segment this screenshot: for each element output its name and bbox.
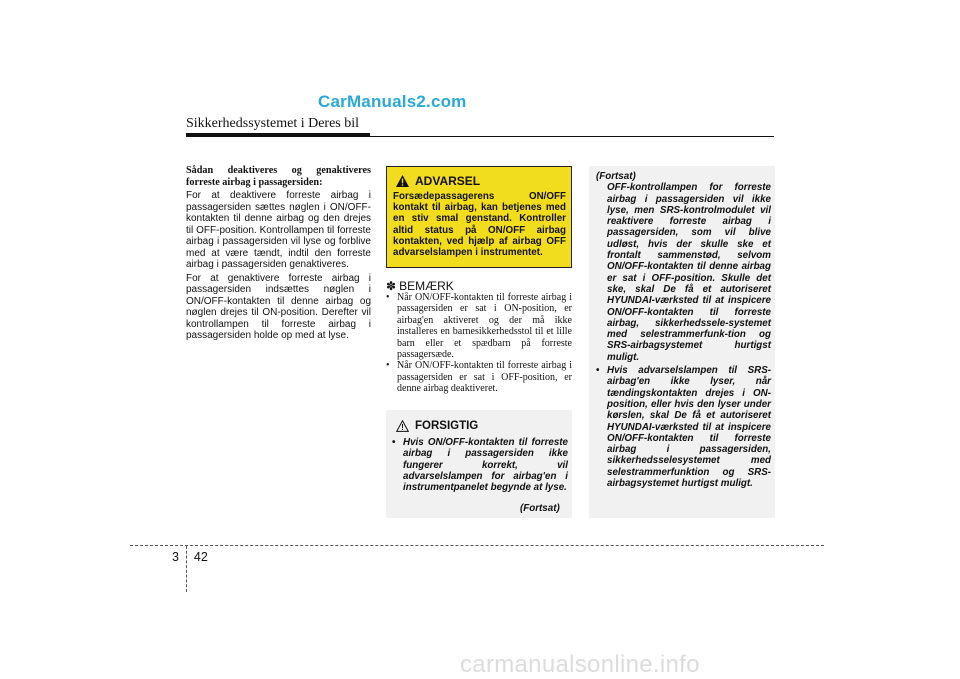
footer-rule xyxy=(130,545,824,546)
left-column xyxy=(186,165,371,344)
page-number xyxy=(172,550,208,564)
caution-header xyxy=(396,420,478,432)
paragraph: OFF-kontrollampen for forreste airbag i passagersiden vil ikke lyse, men SRS-kontrolmodulet vil reaktivere forreste airbag i passagersiden, som vil blive udløst, hvis der skulle ske et frontalt sammenstød, selvom ON/OFF-kontakten til denne airbag er sat i OFF-position. Skulle det ske, skal De få et autoriseret HYUNDAI-værksted til at inspicere ON/OFF-kontakten til forreste airbag, sikkerhedssele-systemet med selestrammerfunk-tion og SRS-airbagsystemet hurtigst muligt. xyxy=(607,182,771,363)
continued-label: (Fortsat) xyxy=(520,503,560,514)
note-list xyxy=(386,292,572,395)
note-asterisk-icon: ✽ xyxy=(386,279,397,293)
caution-text xyxy=(392,437,568,493)
paragraph-deactivate: For at deaktivere forreste airbag i passagersiden sættes nøglen i ON/OFF-kontakten til denne airbag og den drejes til OFF-position. Kontrollampen til forreste airbag i passagersiden vil lyse og forblive med at være tændt, indtil den forreste airbag i passagersiden genaktiveres. xyxy=(186,190,371,270)
note-title: BEMÆRK xyxy=(399,279,454,293)
warning-text: Forsædepassagerens ON/OFF kontakt til airbag, kan betjenes med en stiv smal genstand. Kontroller altid status på ON/OFF airbag kontakten, ved hjælp af airbag OFF advarselslampen i instrumentet. xyxy=(393,191,566,259)
warning-triangle-icon xyxy=(396,175,409,187)
continued-label: (Fortsat) xyxy=(596,171,636,182)
page-number-value: 42 xyxy=(193,550,208,564)
caution-triangle-icon xyxy=(396,420,409,432)
paragraph-reactivate: For at genaktivere forreste airbag i passagersiden indsættes nøglen i ON/OFF-kontakten til denne airbag og nøglen drejes til ON-position. Derefter vil kontrollampen til forreste airbag i passagersiden holde op med at lyse. xyxy=(186,272,371,341)
page-header-title: Sikkerhedssystemet i Deres bil xyxy=(186,116,360,131)
list-item: • Hvis advarselslampen til SRS-airbag'en ikke lyser, når tændingskontakten drejes i ON-position, eller hvis den lyser under kørslen, skal De få et autoriseret HYUNDAI-værksted til at inspicere ON/OFF-kontakten til forreste airbag i passagersiden, sikkerhedsselesystemet med selestrammerfunktion og SRS-airbagsystemet hurtigst muligt. xyxy=(596,365,771,490)
bullet-icon: • xyxy=(596,365,600,377)
watermark-bottom[interactable]: carmanualsonline.info xyxy=(460,651,700,678)
caution-title: FORSIGTIG xyxy=(415,420,479,432)
section-heading: Sådan deaktiveres og genaktiveres forreste airbag i passagersiden: xyxy=(186,165,371,188)
header-rule xyxy=(186,136,774,137)
list-item: • Når ON/OFF-kontakten til forreste airbag i passagersiden er sat i ON-position, er airbag'en aktiveret og der må ikke installeres en barnesikkerhedsstol til et lille barn eller et spædbarn på forreste passagersæde. xyxy=(386,292,572,361)
continued-caution-text xyxy=(596,171,771,489)
chapter-number: 3 xyxy=(172,550,179,564)
note-header xyxy=(386,279,454,293)
bullet-icon: • xyxy=(386,292,390,303)
warning-title: ADVARSEL xyxy=(415,174,481,188)
bullet-icon: • xyxy=(386,360,390,372)
bullet-icon: • xyxy=(392,437,396,448)
watermark-top[interactable]: CarManuals2.com xyxy=(318,92,467,111)
list-item: • Når ON/OFF-kontakten til forreste airbag i passagersiden er sat i OFF-position, er denne airbag deaktiveret. xyxy=(386,360,572,395)
list-item: • Hvis ON/OFF-kontakten til forreste airbag i passagersiden ikke fungerer korrekt, vil advarselslampen for airbag'en i instrumentpanelet begynde at lyse. xyxy=(392,437,568,494)
warning-header xyxy=(396,174,480,188)
